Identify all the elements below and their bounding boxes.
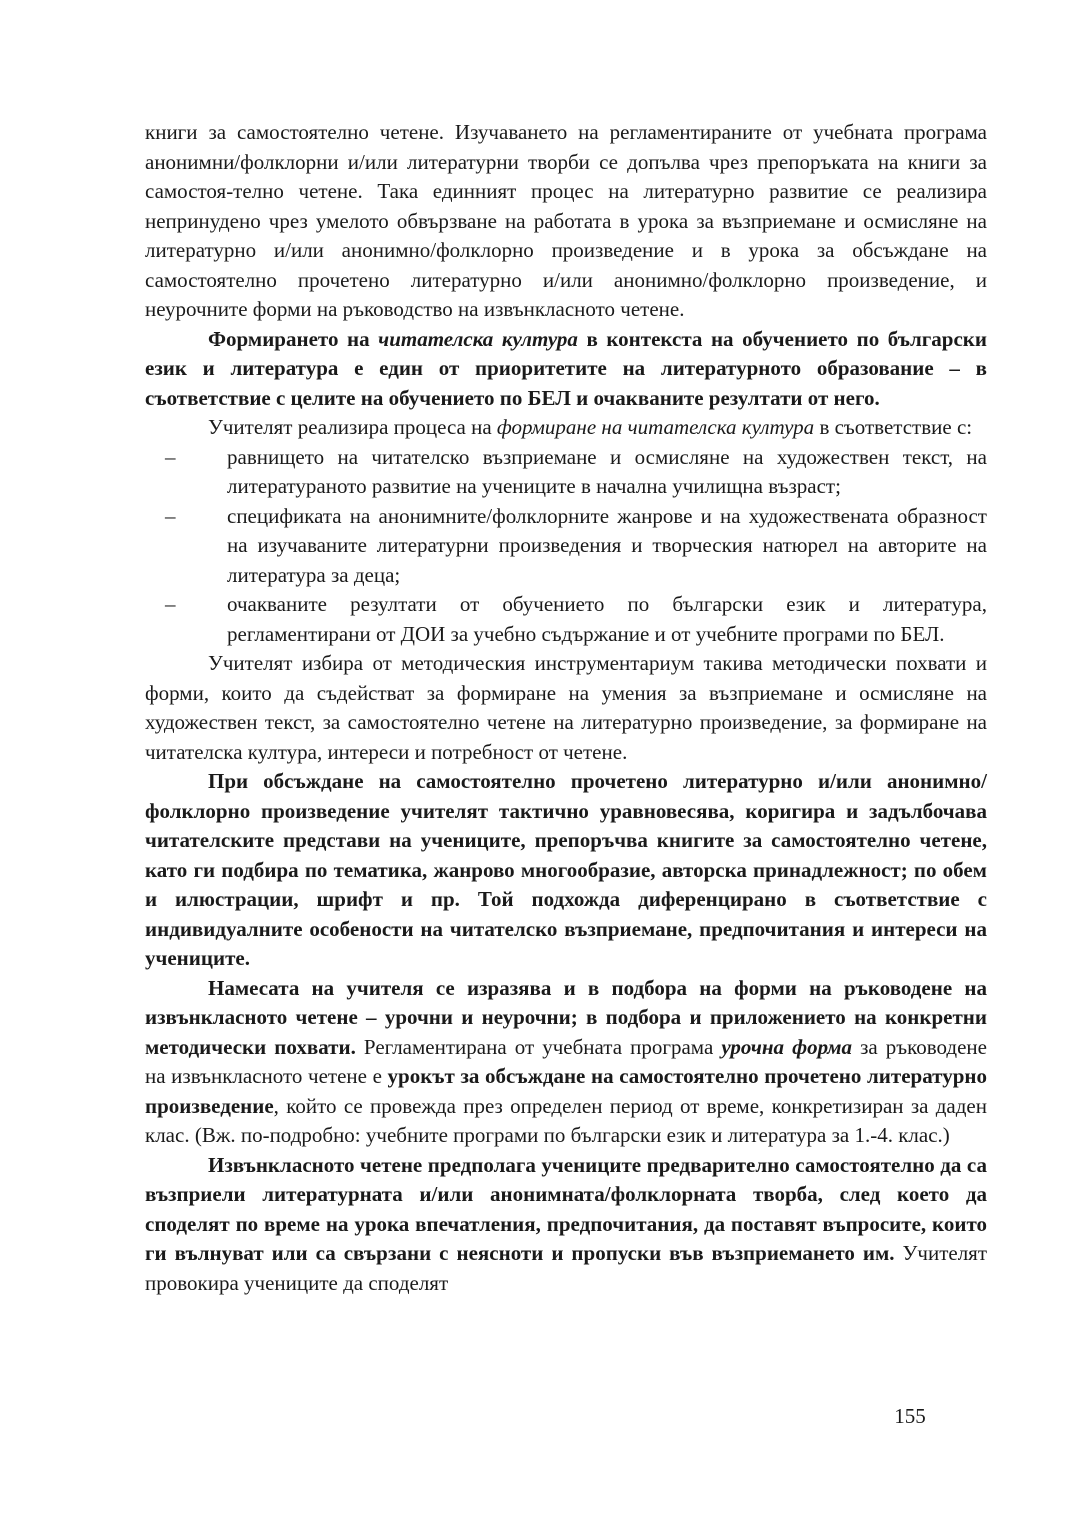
paragraph-extracurricular — [145, 1151, 987, 1299]
list-item-text: равнището на читателско възприемане и осмисляне на художествен текст, на литератураното развитие на учениците в начална училищна възраст; — [227, 444, 987, 498]
text: в съответствие с: — [814, 415, 973, 439]
bold-text: урокът за обсъждане на самостоятелно прочетено литературно произведение — [145, 1064, 987, 1118]
italic-term: формиране на читателска култура — [496, 415, 815, 439]
bold-text: в контекста на обучението по български език и литература е един от приоритетите на литературното образование – в съответствие с целите на обучението по БЕЛ и очакваните резултати от него. — [145, 326, 987, 410]
text: Регламентирана от учебната програма — [355, 1034, 722, 1059]
paragraph-methods: Учителят избира от методическия инструментариум такива методически похвати и форми, които да съдействат за формиране на умения за възприемане и осмисляне на художествен текст, за самостоятелно четене на литературно произведение, за формиране на читателска култура, интереси и потребност от четене. — [145, 651, 987, 764]
paragraph-discussion — [145, 767, 987, 974]
paragraph-reading-culture — [145, 325, 987, 414]
text: Учителят реализира процеса на — [208, 415, 497, 439]
list-item — [145, 443, 987, 502]
text: , който се провежда през определен период от време, конкретизиран за даден клас. (Вж. по-подробно: учебните програми по български език и литература за 1.-4. клас.) — [145, 1093, 987, 1147]
list-item-text: спецификата на анонимните/фолклорните жанрове и на художествената образност на изучаваните литературни произведения и творческия натюрел на авторите на литература за деца; — [227, 503, 987, 587]
bold-text: Извънкласното четене предполага учениците предварително самостоятелно да са възприели литературната и/или анонимната/фолклорната творба, след което да споделят по време на урока впечатления, предпочитания, да поставят въпросите, които ги вълнуват или са свързани с неясноти и пропуски във възприемането им. — [145, 1152, 987, 1265]
page-number: 155 — [894, 1404, 926, 1428]
paragraph-continuation: книги за самостоятелно четене. Изучаването на регламентираните от учебната програма анонимни/фолклорни и/или литературни творби се допълва чрез препоръката на книги за самостоя-телно четене. Така единният процес на литературно развитие се реализира непринудено чрез умелото обвързване на работата в урока за възприемане и осмисляне на литературно и/или анонимно/фолклорно произведение и в урока за обсъждане на самостоятелно прочетено литературно и/или анонимно/фолклорно произведение, и неурочните форми на ръководство на извънкласното четене. — [145, 120, 987, 321]
bold-italic-term: читателска култура — [378, 326, 578, 351]
dash-list — [145, 443, 987, 650]
bold-text: Намесата на учителя се изразява и в подбора на форми на ръководене на извънкласното четене – урочни и неурочни; в подбора и приложението на конкретни методически похвати. — [145, 975, 987, 1059]
paragraph-intervention — [145, 974, 987, 1151]
paragraph-teacher-process — [145, 413, 987, 443]
text: Учителят провокира учениците да споделят — [145, 1241, 988, 1295]
dash-marker: – — [165, 503, 176, 528]
bold-italic-term: урочна форма — [721, 1034, 852, 1059]
dash-marker: – — [165, 592, 176, 616]
bold-text: Формирането на — [208, 326, 379, 351]
text: за ръководене на извънкласното четене е — [145, 1034, 987, 1088]
bold-text: При обсъждане на самостоятелно прочетено литературно и/или анонимно/фолклорно произведение учителят тактично уравновесява, коригира и задълбочава читателските представи на учениците, препоръчва книгите за самостоятелно четене, като ги подбира по тематика, жанрово многообразие, авторска принадлежност; по обем и илюстрации, шрифт и пр. Той подхожда диференцирано в съответствие с индивидуалните особености на читателско възприемане, предпочитания и интереси на учениците. — [145, 769, 987, 970]
page-body — [145, 118, 987, 1298]
list-item — [145, 590, 987, 649]
list-item — [145, 502, 987, 591]
list-item-text: очакваните резултати от обучението по български език и литература, регламентирани от ДОИ за учебно съдържание и от учебните програми по БЕЛ. — [227, 592, 987, 646]
dash-marker: – — [165, 444, 176, 469]
